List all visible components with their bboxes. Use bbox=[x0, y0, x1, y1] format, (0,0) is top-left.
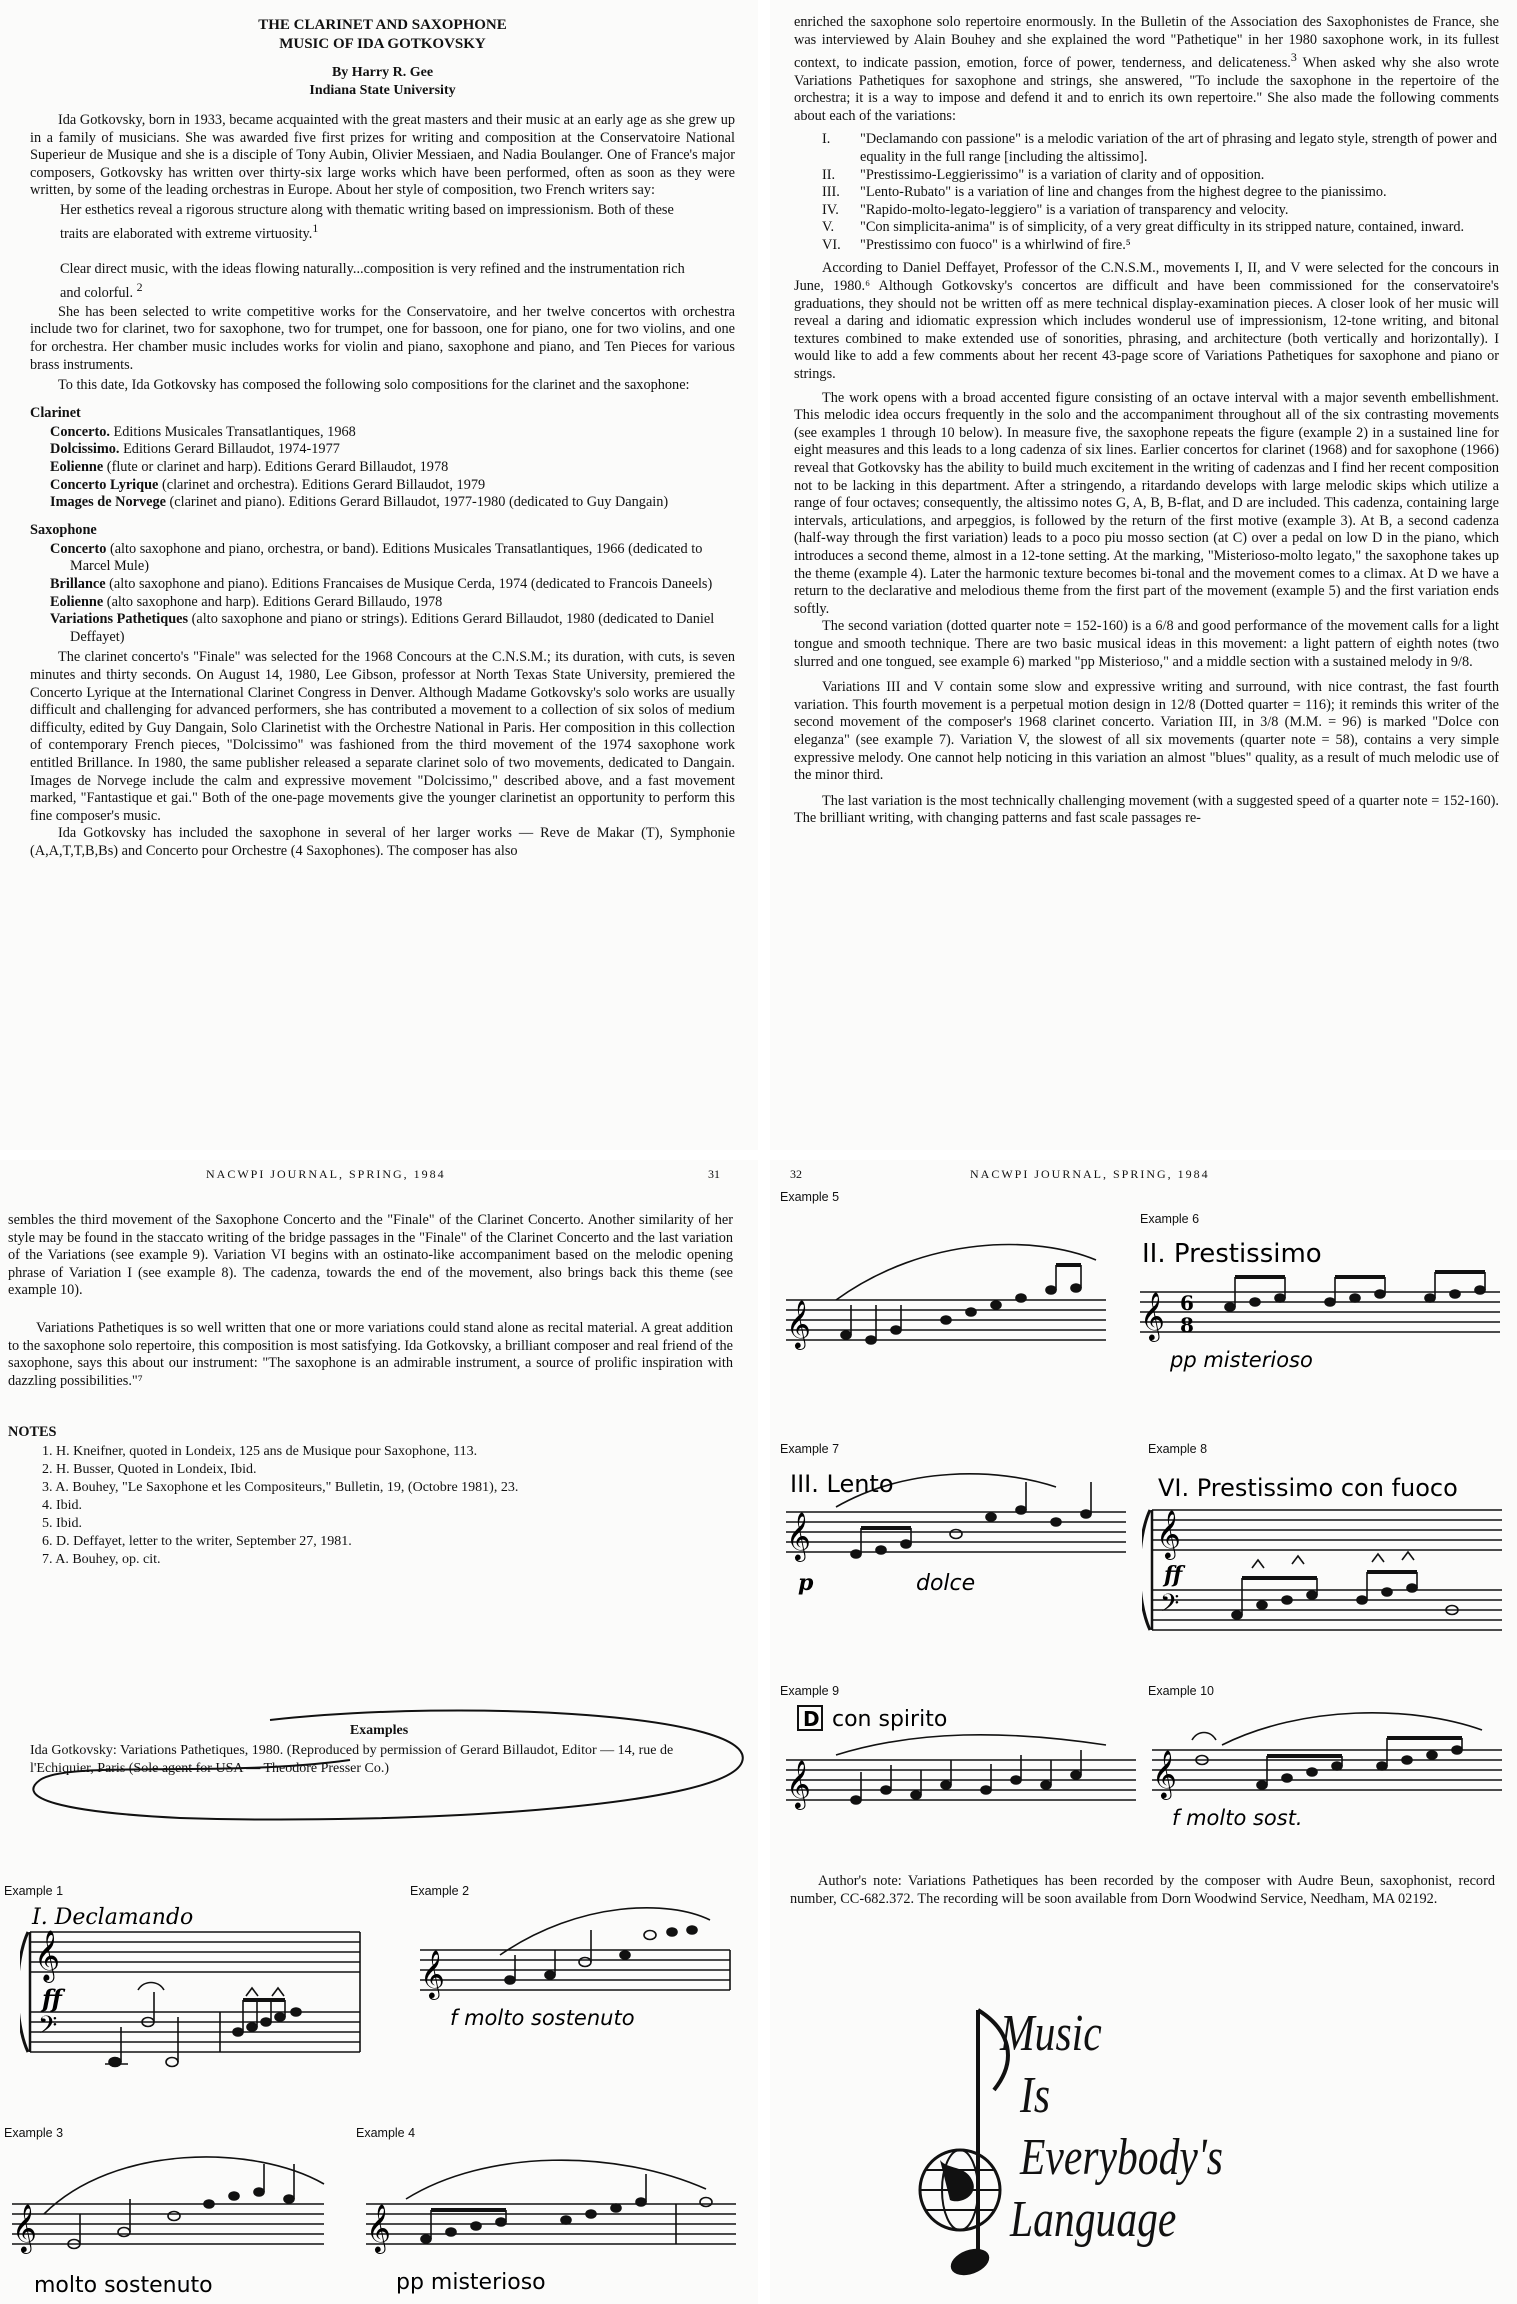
treble-clef-icon: 𝄞 bbox=[1140, 1291, 1165, 1340]
work-details: (flute or clarinet and harp). Editions Gerard Billaudot, 1978 bbox=[103, 459, 449, 476]
quote-text: Clear direct music, with the ideas flowing naturally...composition is very refined and the instrumentation rich and colorful. bbox=[60, 260, 685, 301]
example-2-label: Example 2 bbox=[410, 1884, 470, 1898]
article-title-line-1: THE CLARINET AND SAXOPHONE bbox=[258, 17, 507, 33]
work-entry bbox=[50, 540, 735, 576]
work-entry bbox=[50, 593, 735, 612]
work-entry bbox=[50, 494, 735, 512]
paragraph: According to Daniel Deffayet, Professor of the C.N.S.M., movements I, II, and V were selected for the concours in June, 1980.⁶ Although Gotkovsky's concertos are difficult and have been commissioned for the conservatoire's graduations, they should not be written off as mere technical display-examination pieces. A closer look of her music will reveal a daring and idiomatic expression which includes wonderul use of impressionism, 12-tone writing, and bitonal textures combined to make extended use of sonorities, phrasing, and architecture (both vertically and horizontally). I would like to add a few comments about her recent 43-page score of Variations Pathetiques for saxophone and piano or strings. bbox=[794, 260, 1499, 383]
variation-text: "Declamando con passione" is a melodic variation of the art of phrasing and legato style, strength of power and equality in the full range [including the altissimo]. bbox=[860, 131, 1497, 165]
logo-word-music: Music bbox=[1000, 2005, 1102, 2062]
work-title: Brillance bbox=[50, 576, 106, 592]
example-9-score bbox=[776, 1700, 1146, 1840]
example-4-label: Example 4 bbox=[356, 2126, 416, 2140]
paragraph-text: enriched the saxophone solo repertoire enormously. In the Bulletin of the Association des Saxophonistes de France, she was interviewed by Alain Bouhey and she explained the word "Pathetique" in her 1980 saxophone work, in its fullest context, to indicate passion, emotion, force of power, tenderness, and delicateness. bbox=[794, 14, 1499, 71]
example-10-label: Example 10 bbox=[1148, 1684, 1215, 1698]
work-details: (clarinet and piano). Editions Gerard Billaudot, 1977-1980 (dedicated to Guy Dangain) bbox=[165, 494, 669, 511]
dynamic-marking: ff bbox=[1164, 1562, 1183, 1588]
variation-number: III. bbox=[822, 184, 840, 201]
variation-number: II. bbox=[822, 166, 836, 183]
paragraph: Ida Gotkovsky, born in 1933, became acquainted with the great masters and their music at an early age as she grew up in a family of musicians. She was awarded five first prizes for writing and composition at the Conservatoire National Superieur de Musique and she is a disciple of Tony Aubin, Olivier Messiaen, and Nadia Boulanger. One of France's major composers, Gotkovsky has written over thirty-six large works which have been performed, often as soon as they were written, by some of the leading orchestras in Europe. About her style of composition, two French writers say: bbox=[30, 112, 735, 199]
example-4-score bbox=[356, 2144, 746, 2299]
example-8-label: Example 8 bbox=[1148, 1442, 1208, 1456]
variation-item bbox=[822, 167, 1499, 185]
logo-word-everybodys: Everybody's bbox=[1020, 2129, 1223, 2186]
treble-clef-icon: 𝄞 bbox=[786, 1511, 811, 1560]
work-title: Concerto bbox=[50, 540, 107, 557]
affiliation: Indiana State University bbox=[309, 83, 456, 98]
example-8-score bbox=[1142, 1460, 1512, 1660]
page-2 bbox=[770, 0, 1517, 1150]
page-number: 32 bbox=[790, 1167, 802, 1181]
work-title: Concerto. bbox=[50, 423, 110, 440]
running-header: NACWPI JOURNAL, SPRING, 1984 bbox=[970, 1167, 1210, 1181]
treble-clef-icon: 𝄞 bbox=[420, 1949, 445, 1998]
expression-marking: dolce bbox=[916, 1571, 976, 1596]
note-entry: 3. A. Bouhey, "Le Saxophone et les Compositeurs," Bulletin, 19, (Octobre 1981), 23. bbox=[42, 1480, 519, 1496]
paragraph: The second variation (dotted quarter note = 152-160) is a 6/8 and good performance of the movement calls for a light tongue and smooth technique. There are two basic musical ideas in this movement: a light pattern of eighth notes (two slurred and one tongued, see example 6) marked "pp Misterioso," and a middle section with a sustained melody in 9/8. bbox=[794, 618, 1499, 670]
example-5-score bbox=[776, 1220, 1126, 1370]
examples-heading: Examples bbox=[349, 1723, 409, 1738]
treble-clef-icon: 𝄞 bbox=[12, 2203, 37, 2252]
example-3-score bbox=[4, 2144, 334, 2299]
tempo-marking: III. Lento bbox=[790, 1470, 894, 1498]
footnote-ref: 3 bbox=[1290, 50, 1297, 65]
example-2-score bbox=[410, 1900, 740, 2030]
section-heading-saxophone: Saxophone bbox=[30, 521, 97, 538]
variation-item bbox=[822, 131, 1499, 166]
example-9-label: Example 9 bbox=[780, 1684, 840, 1698]
variation-item bbox=[822, 184, 1499, 202]
example-10-score bbox=[1142, 1700, 1512, 1840]
logo-word-language: Language bbox=[1010, 2191, 1177, 2248]
saxophone-works-list bbox=[30, 541, 735, 647]
work-entry bbox=[50, 423, 735, 442]
notes-heading: NOTES bbox=[8, 1424, 57, 1441]
paragraph: To this date, Ida Gotkovsky has composed the following solo compositions for the clarinet and the saxophone: bbox=[58, 377, 690, 394]
variation-text: "Prestissimo con fuoco" is a whirlwind of fire.⁵ bbox=[860, 236, 1131, 253]
work-details: (alto saxophone and harp). Editions Gerard Billaudo, 1978 bbox=[103, 593, 443, 610]
expression-marking: pp misterioso bbox=[396, 2270, 546, 2295]
work-title: Images de Norvege bbox=[50, 494, 166, 511]
work-details: (alto saxophone and piano or strings). Editions Gerard Billaudot, 1980 (dedicated to Daniel Deffayet) bbox=[70, 611, 715, 645]
variations-list bbox=[822, 131, 1499, 254]
paragraph: sembles the third movement of the Saxophone Concerto and the "Finale" of the Clarinet Concerto. Another similarity of her style may be found in the staccato writing of the bridge passages in the "Finale" of the Clarinet Concerto and the last variation of the Variations (see example 9). Variation VI begins with an ostinato-like accompaniment based on the melodic opening phrase of Variation I (see example 8). The cadenza, towards the end of the movement, also brings back this theme (see example 10). bbox=[8, 1212, 733, 1299]
article-column bbox=[30, 16, 735, 861]
music-logo bbox=[910, 2000, 1330, 2290]
section-heading-clarinet: Clarinet bbox=[30, 404, 81, 421]
time-signature-bottom: 8 bbox=[1180, 1313, 1194, 1337]
logo-word-is: Is bbox=[1020, 2067, 1051, 2124]
time-signature-top: 6 bbox=[1180, 1291, 1194, 1315]
work-title: Concerto Lyrique bbox=[50, 476, 159, 493]
example-7-score bbox=[776, 1462, 1136, 1602]
examples-credit: Ida Gotkovsky: Variations Pathetiques, 1980. (Reproduced by permission of Gerard Billaudot, Editor — 14, rue de l'Echiquier, Paris (Sole agent for USA — Theodore Presser Co.) bbox=[30, 1743, 674, 1776]
tempo-marking: con spirito bbox=[832, 1707, 948, 1732]
paragraph: Ida Gotkovsky has included the saxophone in several of her larger works — Reve de Makar (T), Symphonie (A,A,T,T,B,Bs) and Concerto pour Orchestre (4 Saxophones). The composer has also bbox=[30, 825, 735, 859]
quote-text: Her esthetics reveal a rigorous structure along with thematic writing based on impressionism. Both of these traits are elaborated with extreme virtuosity. bbox=[60, 201, 674, 242]
article-column bbox=[794, 14, 1499, 828]
article-title-line-2: MUSIC OF IDA GOTKOVSKY bbox=[279, 36, 486, 52]
paragraph bbox=[794, 14, 1499, 125]
note-entry: 2. H. Busser, Quoted in Londeix, Ibid. bbox=[42, 1462, 257, 1478]
tempo-marking: I. Declamando bbox=[32, 1905, 194, 1930]
note-entry: 1. H. Kneifner, quoted in Londeix, 125 ans de Musique pour Saxophone, 113. bbox=[42, 1444, 478, 1460]
example-5-label: Example 5 bbox=[780, 1190, 840, 1204]
bass-clef-icon: 𝄢 bbox=[1160, 1589, 1180, 1624]
footnote-ref: 1 bbox=[312, 220, 319, 235]
variation-item bbox=[822, 202, 1499, 220]
tempo-marking: VI. Prestissimo con fuoco bbox=[1158, 1474, 1458, 1502]
paragraph: Variations Pathetiques is so well written that one or more variations could stand alone as recital material. A great addition to the saxophone solo repertoire, this composition is most satisfying. Ida Gotkovsky, a brilliant composer and real friend of the saxophone, says this about our instrument: "The saxophone is an admirable instrument, a source of prolific inspiration with dazzling possibilities."⁷ bbox=[8, 1319, 733, 1389]
work-entry bbox=[50, 576, 735, 594]
page-3 bbox=[0, 1160, 758, 2304]
variation-item bbox=[822, 237, 1499, 255]
block-quote bbox=[60, 261, 705, 302]
variation-number: IV. bbox=[822, 201, 839, 218]
paragraph: Variations III and V contain some slow and expressive writing and surround, with nice contrast, the fast fourth variation. This fourth movement is a perpetual motion design in 12/8 (Dotted quarter = 116); it reminds this writer of the second movement of the composer's 1968 clarinet concerto. Variation III, in 3/8 (M.M. = 96) is marked "Dolce con eleganza" (see example 7). Variation V, the slowest of all six movements (quarter note = 58), contains a very simple expressive melody. One cannot help noticing in this variation an almost "blues" quality, as a result of much melodic use of the minor third. bbox=[794, 679, 1499, 784]
treble-clef-icon: 𝄞 bbox=[1152, 1749, 1177, 1798]
example-1-score bbox=[20, 1902, 380, 2082]
author: By Harry R. Gee bbox=[331, 65, 434, 80]
work-title: Eolienne bbox=[50, 593, 104, 610]
treble-clef-icon: 𝄞 bbox=[786, 1299, 811, 1348]
paragraph: The last variation is the most technically challenging movement (with a suggested speed of a quarter note = 152-160). The brilliant writing, with changing patterns and fast scale passages re- bbox=[794, 792, 1499, 827]
expression-marking: f molto sostenuto bbox=[450, 2006, 635, 2030]
treble-clef-icon: 𝄞 bbox=[786, 1759, 811, 1808]
variation-item bbox=[822, 219, 1499, 237]
note-entry: 4. Ibid. bbox=[42, 1498, 83, 1514]
note-entry: 6. D. Deffayet, letter to the writer, September 27, 1981. bbox=[42, 1534, 352, 1550]
work-entry bbox=[50, 459, 735, 477]
page-1 bbox=[0, 0, 758, 1150]
variation-number: I. bbox=[822, 131, 831, 148]
expression-marking: molto sostenuto bbox=[34, 2273, 213, 2298]
work-title: Dolcissimo. bbox=[50, 441, 120, 458]
variation-text: "Con simplicita-anima" is of simplicity, of a very great difficulty in its stripped nature, contained, inward. bbox=[860, 219, 1465, 236]
work-details: (alto saxophone and piano). Editions Francaises de Musique Cerda, 1974 (dedicated to Francois Daneels) bbox=[105, 576, 713, 592]
tempo-marking: II. Prestissimo bbox=[1142, 1239, 1322, 1269]
notes-list bbox=[42, 1443, 733, 1569]
bass-clef-icon: 𝄢 bbox=[38, 2011, 58, 2046]
treble-clef-icon: 𝄞 bbox=[1156, 1509, 1181, 1558]
example-1-label: Example 1 bbox=[4, 1884, 64, 1898]
treble-clef-icon: 𝄞 bbox=[366, 2203, 391, 2252]
dynamic-marking: ff bbox=[42, 1984, 62, 2013]
variation-text: "Rapido-molto-legato-leggiero" is a variation of transparency and velocity. bbox=[860, 201, 1289, 218]
paragraph: She has been selected to write competitive works for the Conservatoire, and her twelve concertos with orchestra include two for clarinet, two for saxophone, two for trumpet, one for bassoon, one for piano, one for two violins, and one for orchestra. Her chamber music includes works for violin and piano, saxophone and piano, and Ten Pieces for various brass instruments. bbox=[30, 303, 735, 373]
work-entry bbox=[50, 441, 735, 459]
treble-clef-icon: 𝄞 bbox=[34, 1930, 61, 1981]
block-quote bbox=[60, 202, 705, 243]
example-7-label: Example 7 bbox=[780, 1442, 840, 1456]
footnote-ref: 2 bbox=[136, 279, 143, 294]
article-column bbox=[8, 1212, 733, 1569]
example-6-score bbox=[1130, 1232, 1510, 1382]
work-entry bbox=[50, 611, 735, 646]
paragraph: The clarinet concerto's "Finale" was selected for the 1968 Concours at the C.N.S.M.; its duration, with cuts, is seven minutes and thirty seconds. On August 14, 1980, Lee Gibson, professor at North Texas State University, premiered the Concerto Lyrique at the International Clarinet Congress in Denver. Although Madame Gotkovsky's solo works are usually difficult and challenging for advanced performers, she has contributed a movement to a collection of six solos of medium difficulty, edited by Guy Dangain, Solo Clarinetist with the Orchestre National in Paris. Her composition in this collection of contemporary French pieces, "Dolcissimo" was fashioned from the third movement of the 1974 saxophone work entitled Brillance. In 1980, the same publisher released a separate clarinet solo of two movements, dedicated to Dangain. Images de Norvege include the calm and expressive movement "Dolcissimo," described above, and a fast movement marked, "Fantastique et gai." Both of the one-page movements give the younger clarinetist an opportunity to perform this fine composer's music. bbox=[30, 649, 735, 824]
page-number: 31 bbox=[708, 1167, 720, 1181]
paragraph-text: When asked why she also wrote Variations Pathetiques for saxophone and strings, she answered, "To include the saxophone in the repertoire of the orchestra; it is a way to impose and defend it and to enrich its own repertoire." She also made the following comments about each of the variations: bbox=[794, 54, 1499, 124]
clarinet-works-list bbox=[30, 424, 735, 512]
work-details: (alto saxophone and piano, orchestra, or band). Editions Musicales Transatlantiques, 1966 (dedicated to Marcel Mule) bbox=[70, 540, 703, 575]
variation-number: V. bbox=[822, 219, 835, 236]
dynamic-marking: pp misterioso bbox=[1170, 1348, 1313, 1372]
variation-text: "Prestissimo-Leggierissimo" is a variation of clarity and of opposition. bbox=[860, 166, 1265, 183]
rehearsal-letter: D bbox=[803, 1707, 820, 1731]
paragraph: The work opens with a broad accented figure consisting of an octave interval with a major seventh embellishment. This melodic idea occurs frequently in the solo and the accompaniment throughout all of the six contrasting movements (see examples 1 through 10 below). In measure five, the saxophone repeats the figure (example 2) in a sustained line for eight measures and this leads to a long cadenza of six lines. Earlier concertos for clarinet (1968) and for saxophone (1966) reveal that Gotkovsky has the ability to build much excitement in the writing of cadenzas and I find her recent composition not to be lacking in this department. After a stringendo, a ritardando develops with large melodic skips which utilize a range of four octaves; consequently, the altissimo notes G, A, B, B-flat, and D are included. This cadenza, containing large intervals, articulations, and arpeggios, is followed by the return of the first motive (example 3). At B, a second cadenza (half-way through the first variation) leads to a poco piu mosso section (at C) over a pedal on low D in the piano, which introduces a second theme, almost in a 12-tone setting. At the marking, "Misterioso-molto legato," the saxophone takes up the theme (example 4). Later the harmonic texture becomes bi-tonal and the movement comes to a climax. At D we have a return to the declarative and melodious theme from the first part of the movement (example 5) and the first variation ends softly. bbox=[794, 389, 1499, 617]
authors-note: Author's note: Variations Pathetiques has been recorded by the composer with Audre Beun, saxophonist, record number, CC-682.372. The recording will be soon available from Dorn Woodwind Service, Needham, MA 02192. bbox=[790, 1873, 1495, 1907]
work-title: Eolienne bbox=[50, 459, 104, 476]
example-3-label: Example 3 bbox=[4, 2126, 64, 2140]
work-details: (clarinet and orchestra). Editions Gerard Billaudot, 1979 bbox=[158, 476, 486, 493]
expression-marking: f molto sost. bbox=[1172, 1806, 1303, 1830]
work-details: Editions Musicales Transatlantiques, 1968 bbox=[109, 423, 356, 440]
note-entry: 5. Ibid. bbox=[42, 1516, 83, 1532]
dynamic-p: p bbox=[798, 1570, 814, 1596]
running-header: NACWPI JOURNAL, SPRING, 1984 bbox=[206, 1167, 446, 1181]
work-entry bbox=[50, 476, 735, 495]
example-6-label: Example 6 bbox=[1140, 1212, 1200, 1226]
page-4 bbox=[770, 1160, 1517, 2304]
variation-text: "Lento-Rubato" is a variation of line and changes from the highest degree to the pianissimo. bbox=[860, 184, 1387, 201]
note-entry: 7. A. Bouhey, op. cit. bbox=[42, 1552, 161, 1568]
work-title: Variations Pathetiques bbox=[50, 611, 189, 628]
work-details: Editions Gerard Billaudot, 1974-1977 bbox=[119, 441, 340, 458]
variation-number: VI. bbox=[822, 236, 841, 253]
